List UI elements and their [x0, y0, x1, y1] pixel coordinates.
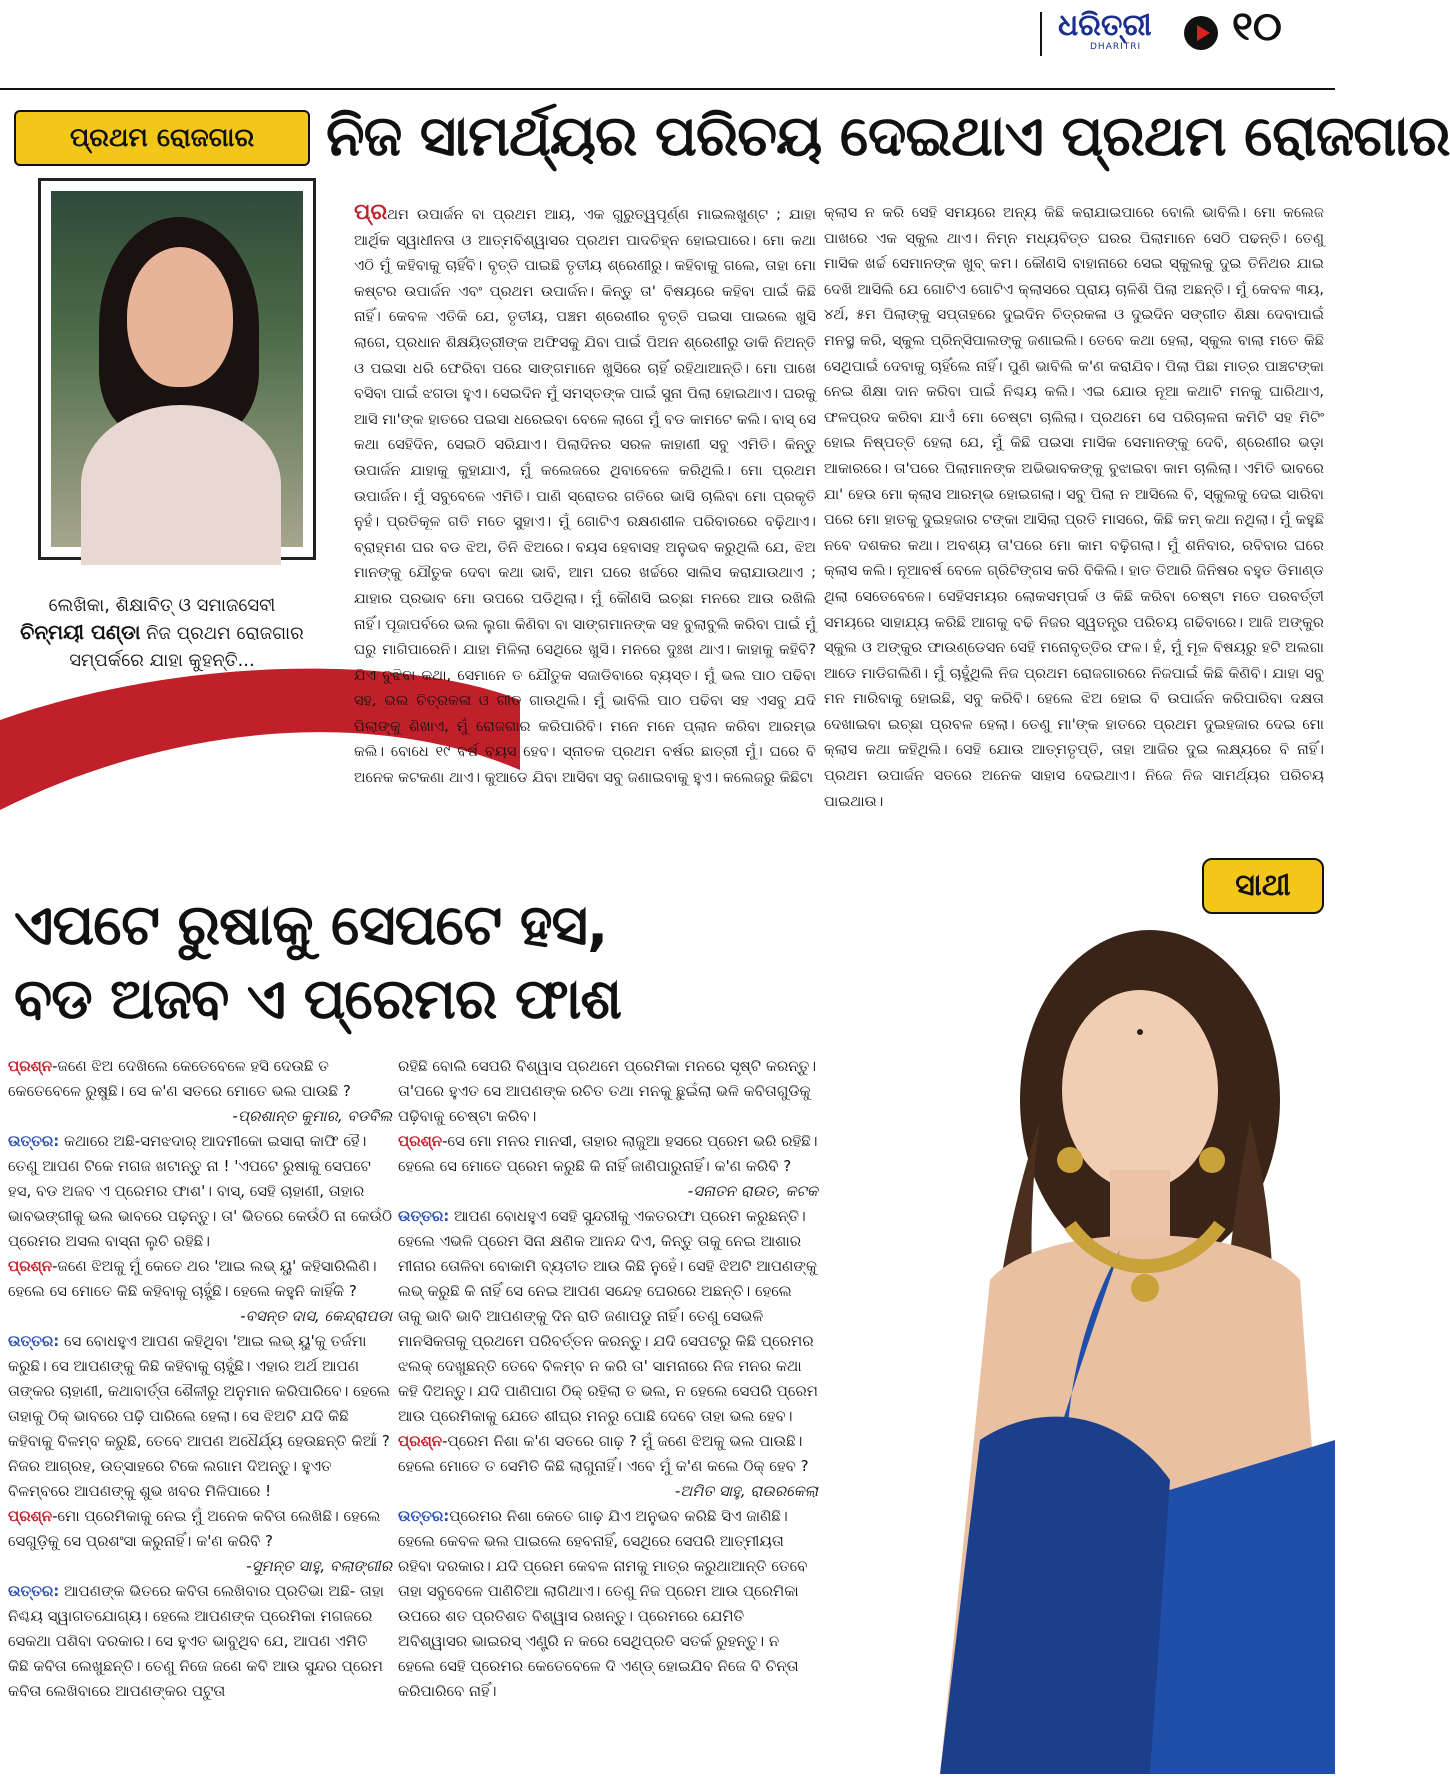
- article-headline: ନିଜ ସାମର୍ଥ୍ୟର ପରିଚୟ ଦେଇଥାଏ ପ୍ରଥମ ରୋଜଗାର: [326, 104, 1450, 169]
- page-number: ୧୦: [1232, 4, 1282, 50]
- section-letter: ଟି: [64, 19, 92, 63]
- question: [398, 1129, 818, 1179]
- qa-text: ଆପଣ ବୋଧହୁଏ ସେହି ସୁନ୍ଦରୀକୁ ଏକତରଫା ପ୍ରେମ କରୁଛନ୍ତି। ହେଲେ ଏଭଳି ପ୍ରେମ ସିନା କ୍ଷଣିକ ଆନନ୍ଦ ଦିଏ, କିନ୍ତୁ ତାକୁ ନେଇ ଆଶାର ମୀନାର ତୋଳିବା ବୋକାମି ବ୍ୟତୀତ ଆଉ କିଛି ନୁହେଁ। ସେହି ଝିଅଟି ଆପଣଙ୍କୁ ଲଭ୍ କରୁଛି କି ନାହିଁ ସେ ନେଇ ଆପଣ ସନ୍ଦେହ ଘେରରେ ଅଛନ୍ତି। ହେଲେ ତାକୁ ଭାବି ଭାବି ଆପଣଙ୍କୁ ଦିନ ରାତି ଜଣାପଡୁ ନାହିଁ। ତେଣୁ ସେଭଳି ମାନସିକତାକୁ ପ୍ରଥମେ ପରିବର୍ତ୍ତନ କରନ୍ତୁ। ଯଦି ସେପଟରୁ କିଛି ପ୍ରେମର ଝଲକ୍ ଦେଖୁଛନ୍ତି ତେବେ ବିଳମ୍ବ ନ କରି ତା' ସାମନାରେ ନିଜ ମନର କଥା କହି ଦିଅନ୍ତୁ। ଯଦି ପାଣିପାଗ ଠିକ୍ ରହିଲା ତ ଭଲ, ନ ହେଲେ ସେପରି ପ୍ରେମ ଆଉ ପ୍ରେମିକାକୁ ଯେତେ ଶୀଘ୍ର ମନରୁ ପୋଛି ଦେବେ ତାହା ଭଲ ହେବ।: [398, 1207, 819, 1425]
- caption-role: ଲେଖିକା, ଶିକ୍ଷାବିତ୍ ଓ ସମାଜସେବୀ: [48, 595, 276, 616]
- answer-continued: [398, 1054, 818, 1129]
- qa-text: କଥାରେ ଅଛି-ସମଝଦାର୍ ଆଦମୀକୋ ଇସାରା କାଫି ହୈ। ତେଣୁ ଆପଣ ଟିକେ ମଗଜ ଖଟାନ୍ତୁ ନା ! 'ଏପଟେ ରୁଷାକୁ ସେପଟେ ହସ, ବଡ ଅଜବ ଏ ପ୍ରେମର ଫାଶ'। ବାସ୍, ସେହି ଚାହାଣୀ, ତାହାର ଭାବଭଙ୍ଗୀକୁ ଭଲ ଭାବରେ ପଢ଼ନ୍ତୁ। ତା' ଭିତରେ କେଉଁଠି ନା କେଉଁଠି ପ୍ରେମର ଅସଲ ବାସ୍ନା ଲୁଚି ରହିଛି।: [8, 1132, 392, 1250]
- section-letter: ନ: [164, 19, 192, 63]
- answer: [8, 1129, 392, 1254]
- section-letter: ଦି: [114, 19, 142, 63]
- caption-text: ନିଜ ପ୍ରଥମ ରୋଜଗାର ସମ୍ପର୍କରେ ଯାହା କୁହନ୍ତି...: [69, 623, 304, 671]
- qa-column-1: [8, 1054, 392, 1704]
- answer-label: ଉତ୍ତର:: [8, 1582, 60, 1600]
- advice-headline-line2: ବଡ ଅଜବ ଏ ପ୍ରେମର ଫାଶ: [14, 967, 622, 1032]
- qa-text: -ଜଣେ ଝିଅକୁ ମୁଁ କେତେ ଥର 'ଆଇ ଲଭ୍ ୟୁ' କହିସାରିଲିଣି। ହେଲେ ସେ ମୋତେ କିଛି କହିବାକୁ ଚାହୁଁଛି। ହେଲେ କହୁନି କାହିଁକି ?: [8, 1257, 377, 1300]
- article-body: ଥମ ଉପାର୍ଜନ ବା ପ୍ରଥମ ଆୟ, ଏକ ଗୁରୁତ୍ୱପୂର୍ଣ୍ଣ ମାଇଲଖୁଣ୍ଟ ; ଯାହା ଆର୍ଥିକ ସ୍ୱାଧୀନତା ଓ ଆତ୍ମବିଶ୍ୱାସର ପ୍ରଥମ ପାଦଚିହ୍ନ ହୋଇପାରେ। ମୋ କଥା ଏଠି ମୁଁ କହିବାକୁ ଚାହିଁବି। ବୃତ୍ତି ପାଇଛି ତୃତୀୟ ଶ୍ରେଣୀରୁ। କହିବାକୁ ଗଲେ, ତାହା ମୋ କଷ୍ଟର ଉପାର୍ଜନ ଏବଂ ପ୍ରଥମ ଉପାର୍ଜନ। କିନ୍ତୁ ତା' ବିଷୟରେ କହିବା ପାଇଁ କିଛି ନାହିଁ। କେବଳ ଏତିକି ଯେ, ତୃତୀୟ, ପଞ୍ଚମ ଶ୍ରେଣୀର ବୃତ୍ତି ପଇସା ପାଇଲେ ଖୁସି ଲାଗେ, ପ୍ରଧାନ ଶିକ୍ଷୟିତ୍ରୀଙ୍କ ଅଫିସକୁ ଯିବା ପାଇଁ ପିଅନ ଶ୍ରେଣୀରୁ ଡାକି ନିଅନ୍ତି ଓ ପଇସା ଧରି ଫେରିବା ପରେ ସାଙ୍ଗମାନେ ଖୁସିରେ ଚାହିଁ ରହିଥାଆନ୍ତି। ମୋ ପାଖେ ବସିବା ପାଇଁ ଝଗଡା ହୁଏ। ସେଇଦିନ ମୁଁ ସମସ୍ତଙ୍କ ପାଇଁ ସୁନା ପିଲା ହୋଇଥାଏ। ଘରକୁ ଆସି ମା'ଙ୍କ ହାତରେ ପଇସା ଧରେଇବା ବେଳେ ଲାଗେ ମୁଁ ବଡ କାମଟେ କଲି। ବାସ୍ ସେ କଥା ସେହିଦିନ, ସେଇଠି ସରିଯାଏ। ପିଲାଦିନର ସରଳ କାହାଣୀ ସବୁ ଏମିତି। କିନ୍ତୁ ଉପାର୍ଜନ ଯାହାକୁ କୁହାଯାଏ, ମୁଁ କଲେଜରେ ଥିବାବେଳେ କରିଥିଲି। ମୋ ପ୍ରଥମ ଉପାର୍ଜନ। ମୁଁ ସବୁବେଳେ ଏମିତି। ପାଣି ସ୍ରୋତର ଗତିରେ ଭାସି ଚାଲିବା ମୋ ପ୍ରକୃତି ନୁହଁ। ପ୍ରତିକୂଳ ଗତି ମତେ ସୁହାଏ। ମୁଁ ଗୋଟିଏ ରକ୍ଷଣଶୀଳ ପରିବାରରେ ବଢ଼ିଥାଏ। ବ୍ରାହ୍ମଣ ଘର ବଡ ଝିଅ, ତିନି ଝିଅରେ। ବୟସ ହେବାସହ ଅନୁଭବ କରୁଥିଲି ଯେ, ଝିଅ ମାନଙ୍କୁ ଯୌତୁକ ଦେବା କଥା ଭାବି, ଆମ ଘରେ ଖର୍ଚ୍ଚରେ ସାଲିସ କରାଯାଉଥାଏ ; ଯାହାର ପ୍ରଭାବ ମୋ ଉପରେ ପଡିଥିଲା। ମୁଁ କୌଣସି ଇଚ୍ଛା ମନରେ ଆଉ ରଖିଲି ନାହିଁ। ପୂଜାପର୍ବରେ ଭଲ ଲୁଗା କିଣିବା ବା ସାଙ୍ଗମାନଙ୍କ ସହ ବୁଲାବୁଲି କରିବା ପାଇଁ ମୁଁ ଘରୁ ମାଗିପାରେନି। ଯାହା ମିଳିଲା ସେଥିରେ ଖୁସି। ମନରେ ଦୁଃଖ ଥାଏ। କାହାକୁ କହିବି? ଯିଏ ବୁଝିବା କଥା, ସେମାନେ ତ ଯୌତୁକ ସଜାଡିବାରେ ବ୍ୟସ୍ତ। ମୁଁ ଭଲ ପାଠ ପଢିବା ସହ, ଭଲ ଚିତ୍ରକଳା ଓ ଗୀତ ଗାଉଥିଲି। ମୁଁ ଭାବିଲି ପାଠ ପଢିବା ସହ ଏସବୁ ଯଦି ପିଲାଙ୍କୁ ଶିଖାଏ, ମୁଁ ରୋଜଗାର କରିପାରିବି। ମନେ ମନେ ପ୍ଲାନ କରିବା ଆରମ୍ଭ କଲି। ବୋଧେ ୧୯ ବର୍ଷ ବୟସ ହେବ। ସ୍ନାତକ ପ୍ରଥମ ବର୍ଷର ଛାତ୍ରୀ ମୁଁ। ଘରେ ବି ଅନେକ କଟକଣା ଥାଏ। କୁଆଡେ ଯିବା ଆସିବା ସବୁ ଜଣାଇବାକୁ ହୁଏ। କଲେଜରୁ କିଛିଟା: [354, 206, 816, 787]
- masthead-divider: [1040, 12, 1042, 56]
- article-body: କ୍ଲାସ ନ କରି ସେହି ସମୟରେ ଅନ୍ୟ କିଛି କରାଯାଇପାରେ ବୋଲି ଭାବିଲି। ମୋ କଲେଜ ପାଖରେ ଏକ ସ୍କୁଲ ଥାଏ। ନିମ୍ନ ମଧ୍ୟବିତ୍ତ ଘରର ପିଲାମାନେ ସେଠି ପଢନ୍ତି। ତେଣୁ ମାସିକ ଖର୍ଚ୍ଚ ସେମାନଙ୍କ ଖୁବ୍ କମ। କୌଣସି ବାହାନାରେ ସେଇ ସ୍କୁଲକୁ ଦୁଇ ତିନିଥର ଯାଇ ଦେଖି ଆସିଲି ଯେ ଗୋଟିଏ ଗୋଟିଏ କ୍ଲାସରେ ପ୍ରାୟ ଚାଳିଶି ପିଲା ଅଛନ୍ତି। ମୁଁ କେବଳ ୩ୟ, ୪ର୍ଥ, ୫ମ ପିଲାଙ୍କୁ ସପ୍ତାହରେ ଦୁଇଦିନ ଚିତ୍ରକଳା ଓ ଦୁଇଦିନ ସଙ୍ଗୀତ ଶିକ୍ଷା ଦେବାପାଇଁ ମନସ୍ଥ କରି, ସ୍କୁଲ ପ୍ରିନ୍ସିପାଲଙ୍କୁ ଜଣାଇଲି। ତେବେ କଥା ହେଲା, ସ୍କୁଲ ବାଲା ମତେ କିଛି ସେଥିପାଇଁ ଦେବାକୁ ଚାହିଁଲେ ନାହିଁ। ପୁଣି ଭାବିଲି କ'ଣ କରାଯିବ। ପିଲା ପିଛା ମାତ୍ର ପାଞ୍ଚଟଙ୍କା ନେଇ ଶିକ୍ଷା ଦାନ କରିବା ପାଇଁ ନିଶ୍ଚୟ କଲି। ଏଇ ଯୋଉ ନୂଆ କଥାଟି ମନକୁ ଘାରିଥାଏ, ଫଳପ୍ରଦ କରିବା ଯାଏଁ ମୋ ଚେଷ୍ଟା ଚାଲିଲା। ପ୍ରଥମେ ସେ ପରିଚାଳନା କମିଟି ସହ ମିଟିଂ ହୋଇ ନିଷ୍ପତ୍ତି ହେଲା ଯେ, ମୁଁ କିଛି ପଇସା ମାସିକ ସେମାନଙ୍କୁ ଦେବି, ଶ୍ରେଣୀର ଭଡ଼ା ଆକାରରେ। ତା'ପରେ ପିଲାମାନଙ୍କ ଅଭିଭାବକଙ୍କୁ ବୁଝାଇବା କାମ ଚାଲିଲା। ଏମିତି ଭାବରେ ଯା' ହେଉ ମୋ କ୍ଲାସ ଆରମ୍ଭ ହୋଇଗଲା। ସବୁ ପିଲା ନ ଆସିଲେ ବି, ସ୍କୁଲକୁ ଦେଇ ସାରିବା ପରେ ମୋ ହାତକୁ ଦୁଇହଜାର ଟଙ୍କା ଆସିଲା ପ୍ରତି ମାସରେ, କିଛି କମ୍ କଥା ନଥିଲା। ମୁଁ କହୁଛି ନବେ ଦଶକର କଥା। ଅବଶ୍ୟ ତା'ପରେ ମୋ କାମ ବଢ଼ିଗଲା। ମୁଁ ଶନିବାର, ରବିବାର ଘରେ କ୍ଲାସ କଲି। ନୂଆବର୍ଷ ବେଳେ ଗ୍ରିଟିଙ୍ଗସ କରି ବିକିଲି। ହାତ ତିଆରି ଜିନିଷର ବହୁତ ଡିମାଣ୍ଡ ଥିଲା ସେତେବେଳେ। ସେହିସମୟର ଲୋକସମ୍ପର୍କ ଓ କିଛି କରିବା ଚେଷ୍ଟା ମତେ ପରବର୍ତ୍ତୀ ସମୟରେ ସାହାଯ୍ୟ କରିଛି ଆଗକୁ ବଢି ନିଜର ସ୍ୱତନ୍ତ୍ର ପରିଚୟ ଗଢିବାରେ। ଆଜି ଅଙ୍କୁର ସ୍କୁଲ ଓ ଅଙ୍କୁର ଫାଉଣ୍ଡେସନ ସେହି ମନୋବୃତ୍ତିର ଫଳ। ହଁ, ମୁଁ ମୂଳ ବିଷୟରୁ ହଟି ଅଲଗା ଆଡେ ମାଡିଗଲିଣି। ମୁଁ ଚାହୁଁଥିଲି ନିଜ ପ୍ରଥମ ରୋଜଗାରରେ ନିଜପାଇଁ କିଛି କିଣିବି। ଯାହା ସବୁ ମନ ମାରିବାକୁ ହୋଇଛି, ସବୁ କରିବି। ହେଲେ ଝିଅ ହୋଇ ବି ଉପାର୍ଜନ କରିପାରିବା ଦକ୍ଷତା ଦେଖାଇବା ଇଚ୍ଛା ପ୍ରବଳ ହେଲା। ତେଣୁ ମା'ଙ୍କ ହାତରେ ପ୍ରଥମ ଦୁଇହଜାର ଦେଇ ମୋ କ୍ଲାସ କଥା କହିଥିଲି। ସେହି ଯୋଉ ଆତ୍ମତୃପ୍ତି, ତାହା ଆଜିର ଦୁଇ ଲକ୍ଷ୍ୟରେ ବି ନାହିଁ। ପ୍ରଥମ ଉପାର୍ଜନ ସତରେ ଅନେକ ସାହାସ ଦେଇଥାଏ। ନିଜେ ନିଜ ସାମର୍ଥ୍ୟର ପରିଚୟ ପାଇଥାଉ।: [824, 204, 1324, 810]
- question: [8, 1254, 392, 1304]
- question-signature: -ସନାତନ ରାଉତ, କଟକ: [687, 1182, 818, 1200]
- qa-column-2: [398, 1054, 818, 1704]
- question-signature: -ପ୍ରଶାନ୍ତ କୁମାର, ବଡବିଲ: [232, 1107, 392, 1125]
- question-label: ପ୍ରଶ୍ନ: [8, 1057, 53, 1075]
- question-label: ପ୍ରଶ୍ନ: [8, 1507, 53, 1525]
- answer: [8, 1579, 392, 1704]
- qa-text: -ଜଣେ ଝିଅ ଦେଖିଲେ କେତେବେଳେ ହସି ଦେଉଛି ତ କେତେବେଳେ ରୁଷୁଛି। ସେ କ'ଣ ସତରେ ମୋତେ ଭଲ ପାଉଛି ?: [8, 1057, 351, 1100]
- caption-name: ଚିନ୍ମୟୀ ପଣ୍ଡା: [20, 620, 141, 644]
- answer-label: ଉତ୍ତର:: [8, 1332, 60, 1350]
- brand-logo-sub: DHARITRI: [1090, 42, 1142, 52]
- qa-text: ପ୍ରେମର ନିଶା କେତେ ଗାଢ଼ ଯିଏ ଅନୁଭବ କରିଛି ସିଏ ଜାଣିଛି। ହେଲେ କେବଳ ଭଲ ପାଇଲେ ହେବନାହିଁ, ସେଥିରେ ସେପରି ଆତ୍ମୀୟତା ରହିବା ଦରକାର। ଯଦି ପ୍ରେମ କେବଳ ନାମକୁ ମାତ୍ର କରୁଥାଆନ୍ତି ତେବେ ତାହା ସବୁବେଳେ ପାଣିଚିଆ ଲାଗିଥାଏ। ତେଣୁ ନିଜ ପ୍ରେମ ଆଉ ପ୍ରେମିକା ଉପରେ ଶତ ପ୍ରତିଶତ ବିଶ୍ୱାସ ରଖନ୍ତୁ। ପ୍ରେମରେ ଯେମିତି ଅବିଶ୍ୱାସର ଭାଇରସ୍ ଏଣ୍ଟ୍ରି ନ କରେ ସେଥିପ୍ରତି ସତର୍କ ରୁହନ୍ତୁ। ନ ହେଲେ ସେହି ପ୍ରେମର କେତେବେଳେ ଦି ଏଣ୍ଡ୍ ହୋଇଯିବ ନିଜେ ବି ଚିନ୍ତା କରିପାରିବେ ନାହିଁ।: [398, 1507, 808, 1700]
- qa-text: -ମୋ ପ୍ରେମିକାକୁ ନେଇ ମୁଁ ଅନେକ କବିତା ଲେଖିଛି। ହେଲେ ସେଗୁଡ଼ିକୁ ସେ ପ୍ରଶଂସା କରୁନାହିଁ। କ'ଣ କରିବି ?: [8, 1507, 381, 1550]
- answer-label: ଉତ୍ତର:: [398, 1507, 450, 1525]
- qa-text: -ସେ ମୋ ମନର ମାନସୀ, ତାହାର ଲାଜୁଆ ହସରେ ପ୍ରେମ ଭରି ରହିଛି। ହେଲେ ସେ ମୋତେ ପ୍ରେମ କରୁଛି କି ନାହିଁ ଜାଣିପାରୁନାହିଁ। କ'ଣ କରିବି ?: [398, 1132, 818, 1175]
- question-label: ପ୍ରଶ୍ନ: [398, 1132, 443, 1150]
- qa-text: -ପ୍ରେମ ନିଶା କ'ଣ ସତରେ ଗାଢ଼ ? ମୁଁ ଜଣେ ଝିଅକୁ ଭଲ ପାଉଛି। ହେଲେ ମୋତେ ତ ସେମିତି କିଛି ଲାଗୁନାହିଁ। ଏବେ ମୁଁ କ'ଣ କଲେ ଠିକ୍ ହେବ ?: [398, 1432, 809, 1475]
- play-icon: [1184, 16, 1218, 50]
- masthead-rule: [0, 88, 1335, 90]
- section-tag: ସାଥୀ: [1202, 858, 1324, 914]
- answer-label: ଉତ୍ତର:: [8, 1132, 60, 1150]
- brand-logo: ଧରିତ୍ରୀ: [1058, 8, 1152, 43]
- qa-text: ସେ ବୋଧହୁଏ ଆପଣ କହିଥିବା 'ଆଇ ଲଭ୍ ୟୁ'କୁ ତର୍ଜମା କରୁଛି। ସେ ଆପଣଙ୍କୁ କିଛି କହିବାକୁ ଚାହୁଁଛି। ଏହାର ଅର୍ଥ ଆପଣ ତାଙ୍କର ଚାହାଣୀ, କଥାବାର୍ତ୍ତା ଶୈଳୀରୁ ଅନୁମାନ କରିପାରିବେ। ହେଲେ ତାହାକୁ ଠିକ୍ ଭାବରେ ପଢ଼ି ପାରିଲେ ହେଲା। ସେ ଝିଅଟି ଯଦି କିଛି କହିବାକୁ ବିଳମ୍ବ କରୁଛି, ତେବେ ଆପଣ ଅଧୈର୍ଯ୍ୟ ହେଉଛନ୍ତି କିଆଁ ? ନିଜର ଆଗ୍ରହ, ଉତ୍ସାହରେ ଟିକେ ଲଗାମ ଦିଅନ୍ତୁ। ହୁଏତ ବିଳମ୍ବରେ ଆପଣଙ୍କୁ ଶୁଭ ଖବର ମିଳିପାରେ !: [8, 1332, 390, 1500]
- qa-text: ରହିଛି ବୋଲି ସେପରି ବିଶ୍ୱାସ ପ୍ରଥମେ ପ୍ରେମିକା ମନରେ ସୃଷ୍ଟି କରନ୍ତୁ। ତା'ପରେ ହୁଏତ ସେ ଆପଣଙ୍କ ରଚିତ ତଥା ମନକୁ ଛୁଇଁଲା ଭଳି କବିତାଗୁଡିକୁ ପଢ଼ିବାକୁ ଚେଷ୍ଟା କରିବ।: [398, 1057, 817, 1125]
- model-photo: [920, 920, 1335, 1774]
- question: [8, 1054, 392, 1104]
- answer: [398, 1204, 818, 1429]
- drop-cap: ପ୍ର: [354, 200, 388, 225]
- section-letter: ଛୁ: [15, 19, 41, 63]
- section-tag: ପ୍ରଥମ ରୋଜଗାର: [14, 110, 310, 166]
- question: [398, 1429, 818, 1479]
- answer-label: ଉତ୍ତର:: [398, 1207, 450, 1225]
- article-column-2: [824, 200, 1324, 814]
- advice-headline-line1: ଏପଟେ ରୁଷାକୁ ସେପଟେ ହସ,: [14, 893, 608, 958]
- question-signature: -ଅମିତ ସାହୁ, ରାଉରକେଲା: [674, 1482, 818, 1500]
- qa-text: ଆପଣଙ୍କ ଭିତରେ କବିତା ଲେଖିବାର ପ୍ରତିଭା ଅଛି- ତାହା ନିଶ୍ଚୟ ସ୍ୱାଗତଯୋଗ୍ୟ। ହେଲେ ଆପଣଙ୍କ ପ୍ରେମିକା ମଗଜରେ ସେକଥା ପଶିବା ଦରକାର। ସେ ହୁଏତ ଭାବୁଥିବ ଯେ, ଆପଣ ଏମିତି କିଛି କବିତା ଲେଖୁଛନ୍ତି। ତେଣୁ ନିଜେ ଜଣେ କବି ଆଉ ସୁନ୍ଦର ପ୍ରେମ କବିତା ଲେଖିବାରେ ଆପଣଙ୍କର ପଟୁତା: [8, 1582, 385, 1700]
- question-label: ପ୍ରଶ୍ନ: [8, 1257, 53, 1275]
- answer: [8, 1329, 392, 1504]
- question: [8, 1504, 392, 1554]
- author-photo: [38, 178, 316, 560]
- question-label: ପ୍ରଶ୍ନ: [398, 1432, 443, 1450]
- answer: [398, 1504, 818, 1704]
- question-signature: -ବସନ୍ତ ଦାସ, କେନ୍ଦ୍ରାପଡା: [240, 1307, 392, 1325]
- article-column-1: [354, 200, 816, 791]
- question-signature: -ସୁମନ୍ତ ସାହୁ, ବଲାଙ୍ଗୀର: [246, 1557, 392, 1575]
